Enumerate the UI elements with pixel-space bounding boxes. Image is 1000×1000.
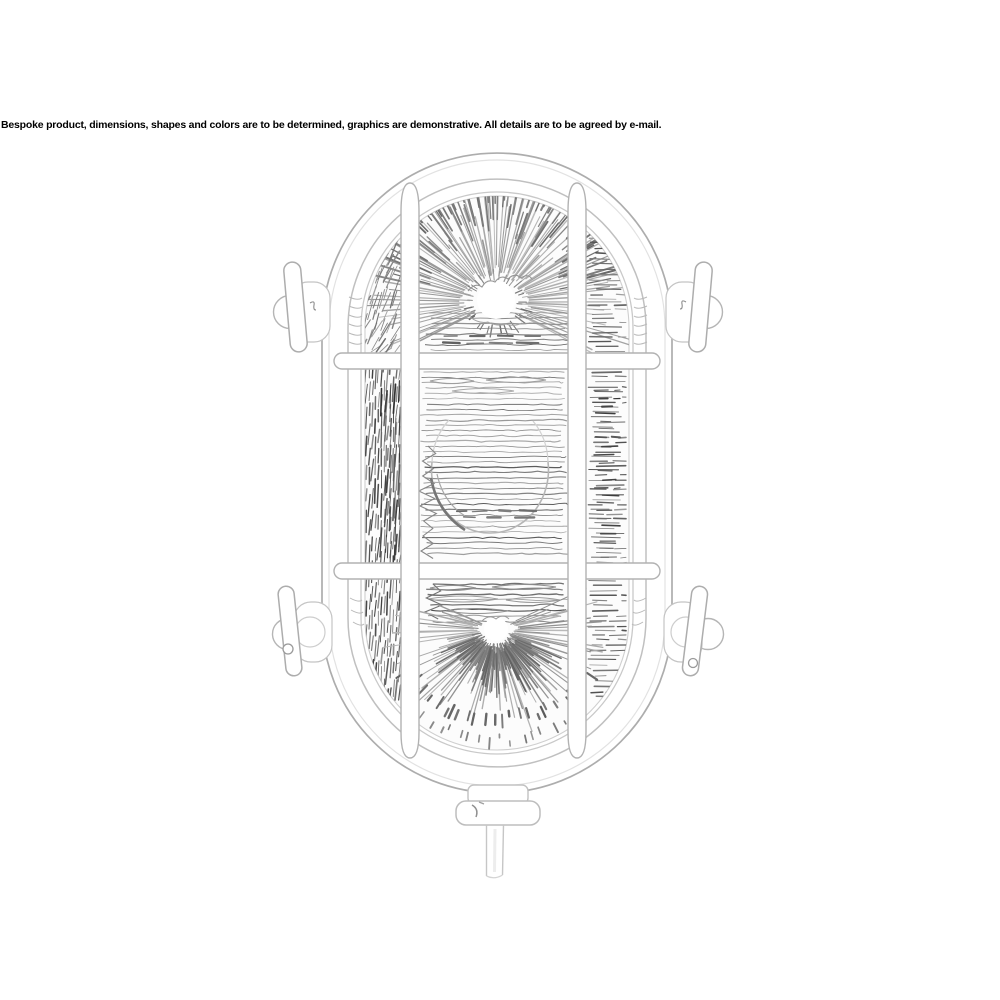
- cage-bar-horizontal-bottom: [334, 563, 660, 579]
- screw-hole: [283, 644, 293, 654]
- mounting-lug-bottom-right: [664, 585, 724, 676]
- screw-hole: [689, 659, 698, 668]
- disclaimer-text: Bespoke product, dimensions, shapes and colors are to be determined, graphics are demonstrative. All details are to be agreed by e-mail.: [1, 119, 662, 131]
- cable-gland: [456, 785, 540, 825]
- cage-bar-vertical-left: [401, 183, 419, 758]
- cage-bar-horizontal-top: [334, 353, 660, 369]
- bulb-glow-bottom: [484, 617, 508, 641]
- mounting-lug-top-left: [274, 261, 331, 352]
- cage-bar-vertical-right: [568, 183, 586, 758]
- power-cable: [487, 825, 504, 878]
- mounting-lug-top-right: [666, 261, 723, 352]
